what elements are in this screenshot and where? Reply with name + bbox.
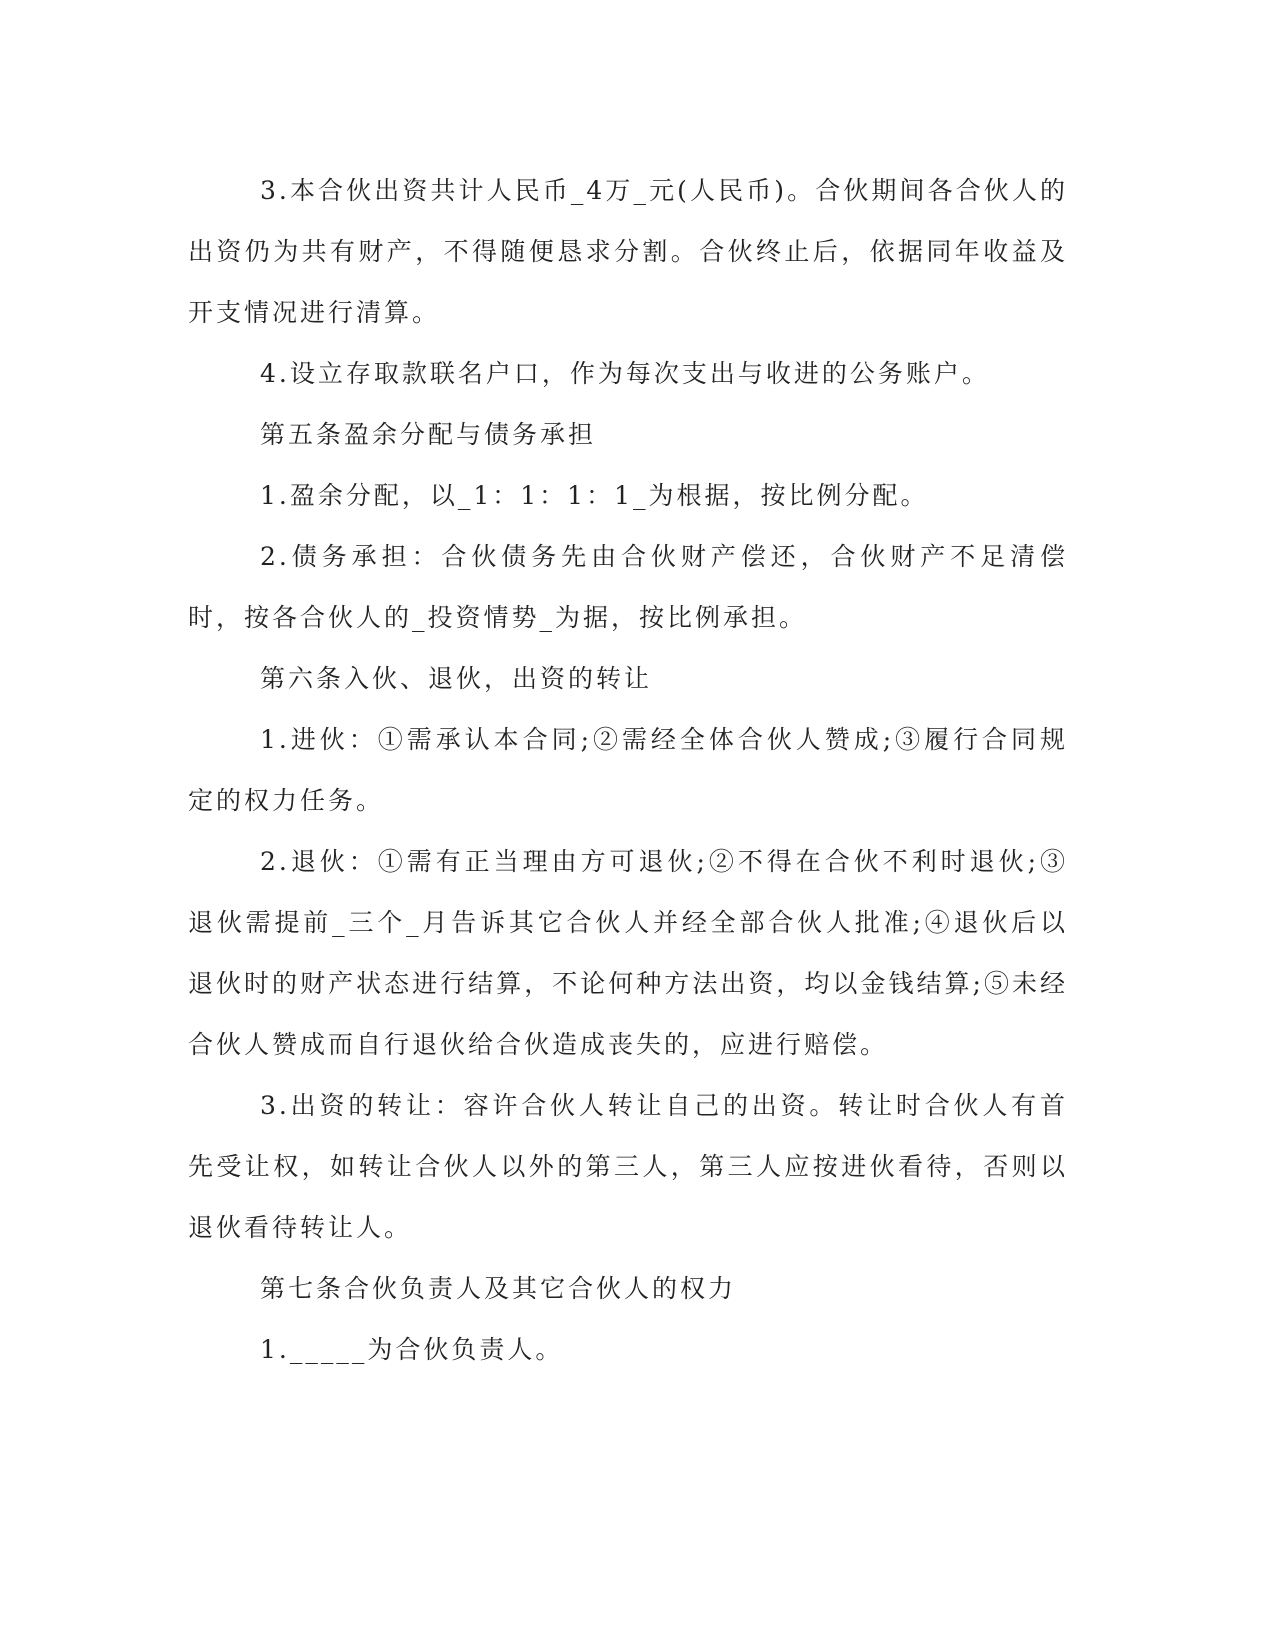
- paragraph-partnership-manager: 1._____为合伙负责人。: [260, 1335, 564, 1364]
- paragraph-profit-distribution: 1.盈余分配，以_1：1：1：1_为根据，按比例分配。: [260, 481, 929, 510]
- document-body: [188, 160, 1068, 1380]
- paragraph-debt-bearing: 2.债务承担：合伙债务先由合伙财产偿还，合伙财产不足清偿时，按各合伙人的_投资情势_为据，按比例承担。: [188, 542, 1068, 632]
- paragraph-joining: 1.进伙：①需承认本合同;②需经全体合伙人赞成;③履行合同规定的权力任务。: [188, 725, 1068, 815]
- paragraph-contribution-transfer: 3.出资的转让：容许合伙人转让自己的出资。转让时合伙人有首先受让权，如转让合伙人以外的第三人，第三人应按进伙看待，否则以退伙看待转让人。: [188, 1091, 1068, 1242]
- article-six-heading: 第六条入伙、退伙，出资的转让: [260, 664, 653, 693]
- paragraph-withdrawal: 2.退伙：①需有正当理由方可退伙;②不得在合伙不利时退伙;③退伙需提前_三个_月告诉其它合伙人并经全部合伙人批准;④退伙后以退伙时的财产状态进行结算，不论何种方法出资，均以金钱结算;⑤未经合伙人赞成而自行退伙给合伙造成丧失的，应进行赔偿。: [188, 847, 1068, 1059]
- paragraph-capital-contribution: 3.本合伙出资共计人民币_4万_元(人民币)。合伙期间各合伙人的出资仍为共有财产，不得随便恳求分割。合伙终止后，依据同年收益及开支情况进行清算。: [188, 176, 1068, 327]
- article-seven-heading: 第七条合伙负责人及其它合伙人的权力: [260, 1274, 737, 1303]
- paragraph-joint-account: 4.设立存取款联名户口，作为每次支出与收进的公务账户。: [260, 359, 990, 388]
- article-five-heading: 第五条盈余分配与债务承担: [260, 420, 597, 449]
